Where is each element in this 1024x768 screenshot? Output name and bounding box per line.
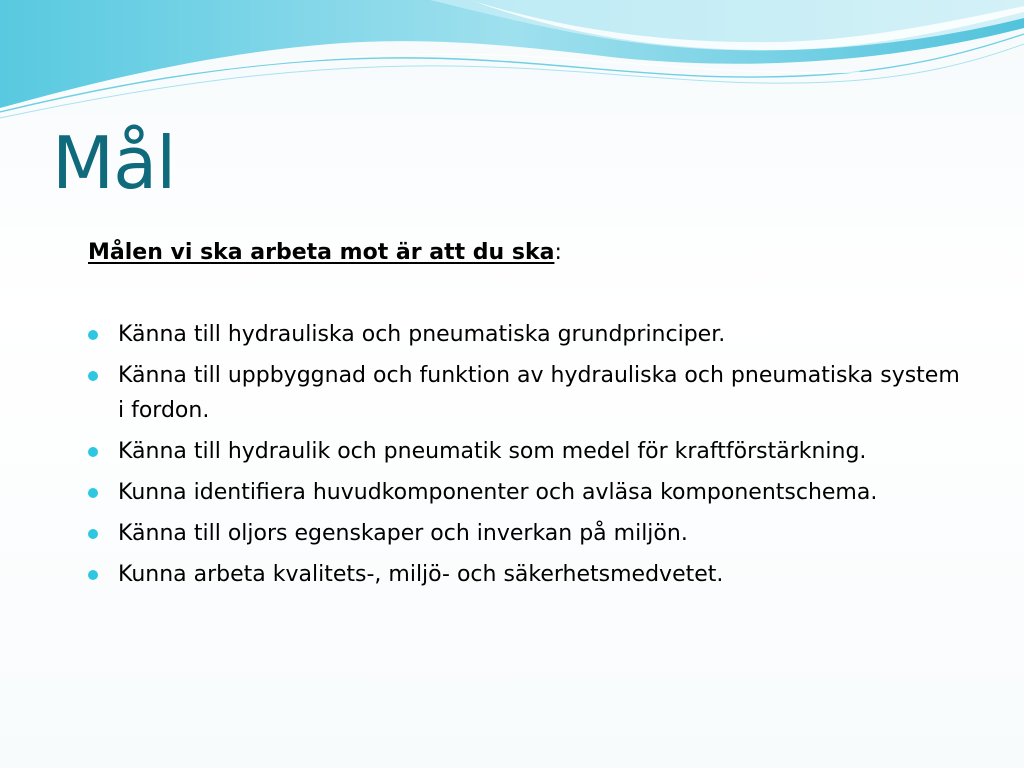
list-item-text: Kunna arbeta kvalitets-, miljö- och säkerhetsmedvetet. [118,562,724,587]
list-item [88,358,968,428]
list-item-text: Känna till uppbyggnad och funktion av hydrauliska och pneumatiska system i fordon. [118,363,960,423]
goal-list [88,317,968,592]
list-item-text: Känna till hydraulik och pneumatik som medel för kraftförstärkning. [118,439,867,464]
bullet-icon [88,371,98,381]
bullet-icon [88,330,98,340]
list-item [88,475,968,510]
intro-heading: Målen vi ska arbeta mot är att du ska [88,240,555,265]
list-item [88,434,968,469]
intro-line [88,236,968,270]
list-item-text: Kunna identifiera huvudkomponenter och avläsa komponentschema. [118,480,878,505]
list-item [88,317,968,352]
intro-colon: : [554,240,562,265]
list-item-text: Känna till oljors egenskaper och inverkan på miljön. [118,521,688,546]
bullet-icon [88,570,98,580]
slide-body [88,236,968,598]
bullet-icon [88,447,98,457]
list-item-text: Känna till hydrauliska och pneumatiska grundprinciper. [118,322,726,347]
slide-title: Mål [52,121,176,205]
header-wave-decoration [0,0,1024,130]
list-item [88,516,968,551]
list-item [88,557,968,592]
bullet-icon [88,529,98,539]
bullet-icon [88,488,98,498]
